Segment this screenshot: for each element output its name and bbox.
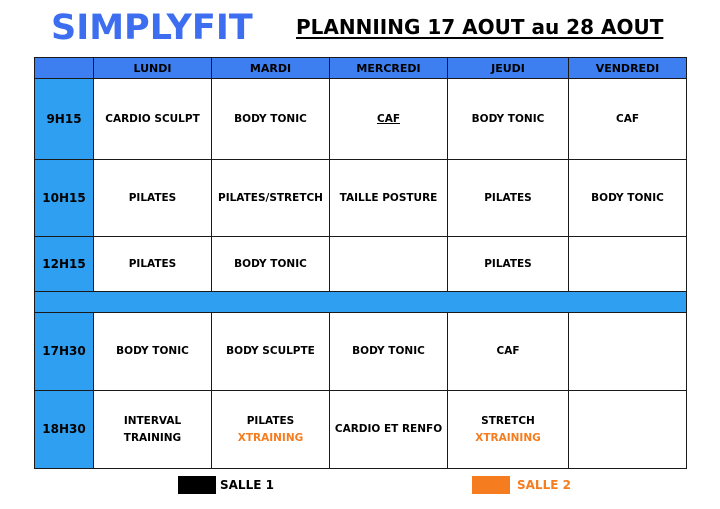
class-cell — [448, 237, 569, 292]
class-name-salle2: XTRAINING — [237, 431, 304, 444]
class-name: BODY TONIC — [234, 257, 307, 270]
class-cell — [569, 79, 687, 160]
class-cell — [569, 313, 687, 391]
class-name: STRETCH — [481, 414, 535, 427]
time-cell: 12H15 — [35, 237, 94, 292]
class-cell — [448, 313, 569, 391]
class-cell — [330, 160, 448, 237]
day-header-jeudi: JEUDI — [448, 58, 569, 79]
class-cell — [448, 79, 569, 160]
class-name: CAF — [376, 112, 400, 125]
time-row — [35, 160, 687, 237]
class-cell — [94, 391, 212, 469]
day-header-lundi: LUNDI — [94, 58, 212, 79]
class-name: BODY TONIC — [352, 345, 425, 357]
class-name: BODY TONIC — [116, 345, 189, 357]
time-row — [35, 313, 687, 391]
time-row — [35, 391, 687, 469]
class-cell — [212, 79, 330, 160]
time-cell: 17H30 — [35, 313, 94, 391]
class-cell — [94, 79, 212, 160]
class-name: PILATES — [128, 191, 177, 204]
class-cell — [569, 391, 687, 469]
class-cell — [212, 237, 330, 292]
class-cell — [330, 79, 448, 160]
time-row — [35, 79, 687, 160]
separator-band — [35, 292, 687, 313]
class-name: CARDIO SCULPT — [105, 112, 200, 125]
time-cell: 18H30 — [35, 391, 94, 469]
class-name: PILATES — [246, 414, 295, 427]
day-header-mardi: MARDI — [212, 58, 330, 79]
class-cell — [448, 391, 569, 469]
day-header-row — [35, 58, 687, 79]
class-name: BODY TONIC — [234, 112, 307, 125]
class-cell — [330, 237, 448, 292]
day-header-mercredi: MERCREDI — [330, 58, 448, 79]
class-name: PILATES — [484, 257, 532, 270]
midday-separator-row — [35, 292, 687, 313]
class-cell — [569, 160, 687, 237]
class-name: CAF — [615, 112, 639, 125]
time-row — [35, 237, 687, 292]
day-header-vendredi: VENDREDI — [569, 58, 687, 79]
class-name: CARDIO ET RENFO — [334, 423, 443, 435]
class-cell — [94, 160, 212, 237]
class-name: TAILLE POSTURE — [339, 191, 438, 204]
planning-title: PLANNIING 17 AOUT au 28 AOUT — [296, 15, 664, 39]
class-name-salle2: XTRAINING — [475, 431, 541, 444]
time-cell: 10H15 — [35, 160, 94, 237]
schedule-table — [34, 57, 687, 469]
class-name: PILATES — [484, 191, 532, 204]
class-name: BODY TONIC — [591, 191, 664, 204]
legend-label-salle-2: SALLE 2 — [517, 478, 571, 492]
class-name: BODY SCULPTE — [226, 345, 315, 357]
corner-cell — [35, 58, 94, 79]
legend-label-salle-1: SALLE 1 — [220, 478, 274, 492]
time-cell: 9H15 — [35, 79, 94, 160]
class-cell — [94, 237, 212, 292]
class-cell — [212, 160, 330, 237]
class-cell — [330, 391, 448, 469]
legend-swatch-salle-1 — [178, 476, 216, 494]
class-name: INTERVAL TRAINING — [123, 414, 182, 444]
legend-swatch-salle-2 — [472, 476, 510, 494]
class-cell — [569, 237, 687, 292]
class-name: BODY TONIC — [471, 112, 545, 125]
class-name: PILATES — [128, 257, 177, 270]
class-cell — [448, 160, 569, 237]
class-name: CAF — [496, 345, 520, 357]
brand-logo: SIMPLYFIT — [51, 8, 253, 48]
class-name: PILATES/STRETCH — [218, 191, 323, 204]
class-cell — [212, 313, 330, 391]
class-cell — [330, 313, 448, 391]
class-cell — [94, 313, 212, 391]
class-cell — [212, 391, 330, 469]
